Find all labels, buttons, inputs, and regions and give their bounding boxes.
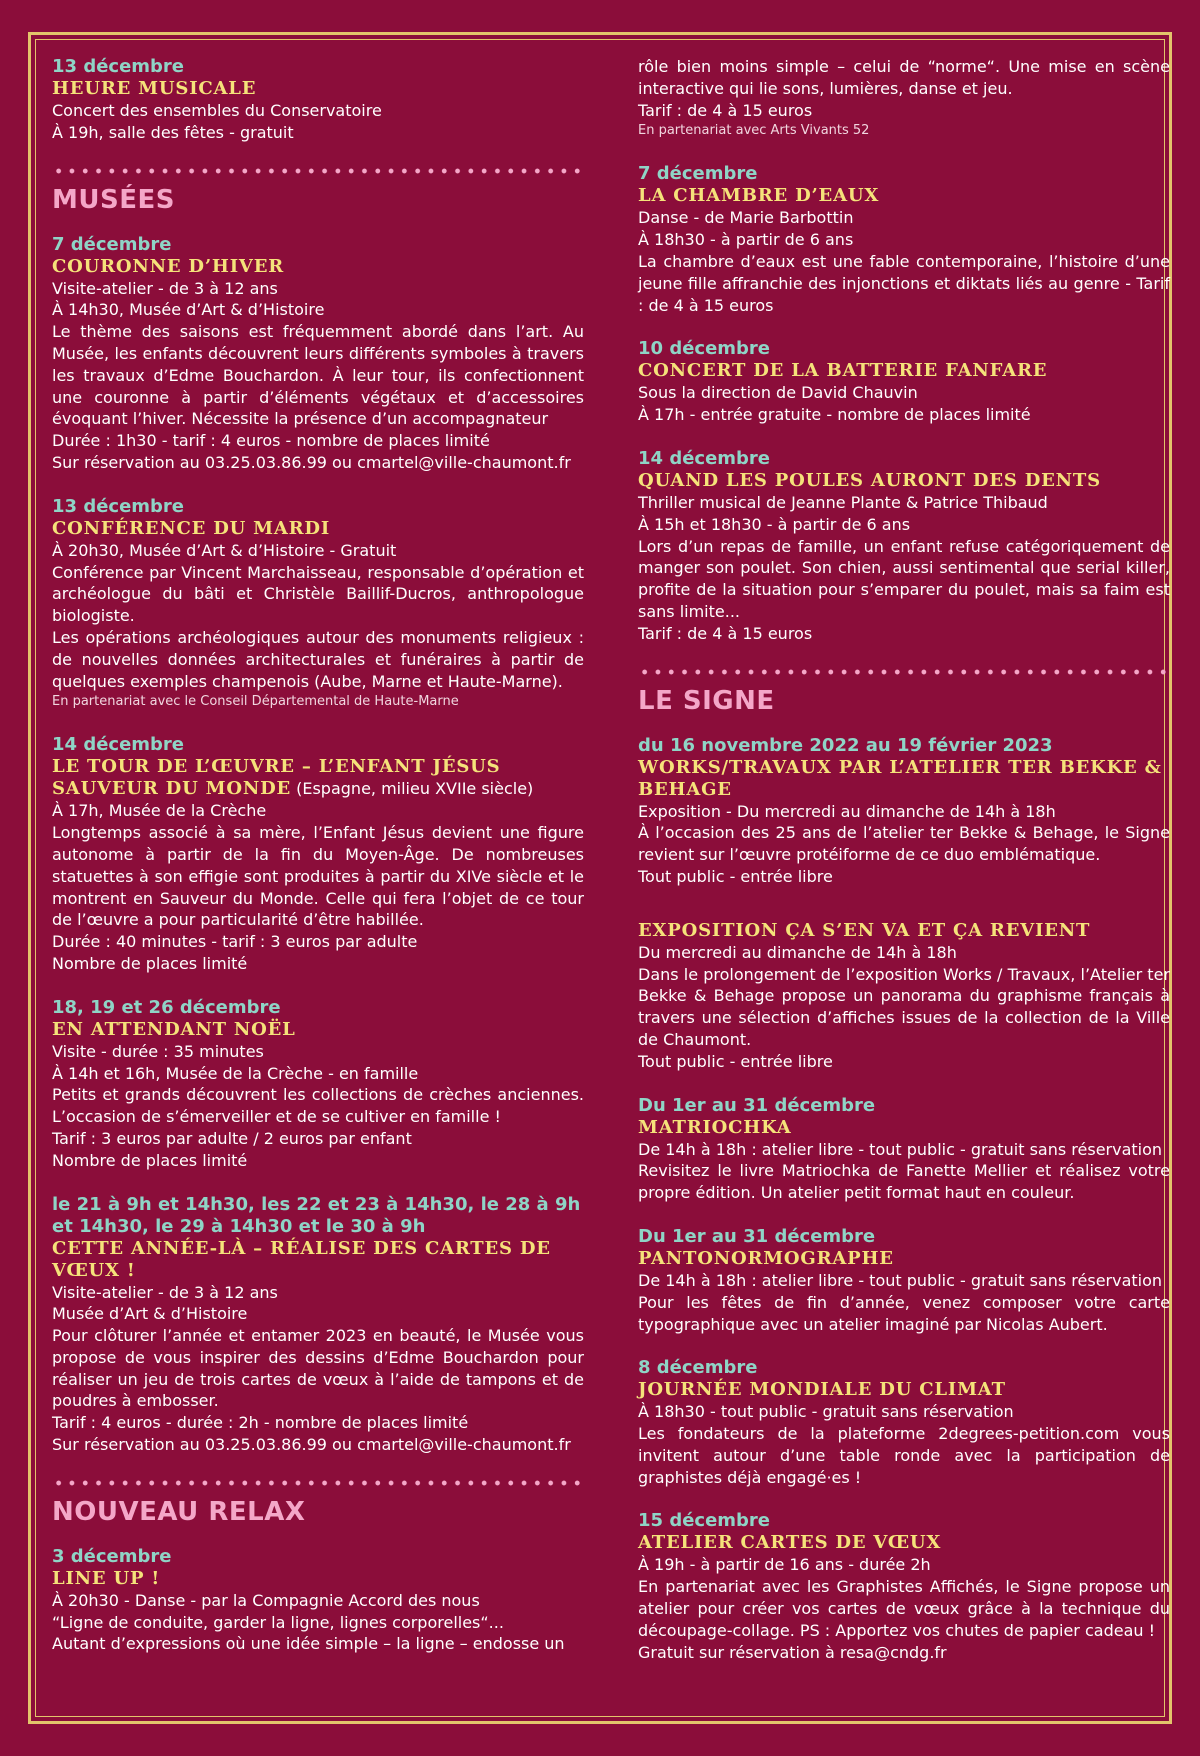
event-date: Du 1er au 31 décembre: [638, 1225, 876, 1247]
event-description: Conférence par Vincent Marchaisseau, responsable d’opération et archéologue du bâti et Christèle Baillif-Ducros, anthropologue biologiste.: [52, 562, 584, 626]
event-line: Thriller musical de Jeanne Plante & Patrice Thibaud: [638, 492, 1048, 512]
event-line: Exposition - Du mercredi au dimanche de 14h à 18h: [638, 801, 1056, 821]
event-description: Le thème des saisons est fréquemment abordé dans l’art. Au Musée, les enfants découvrent leurs différents symboles à travers les travaux d’Edme Bouchardon. À leur tour, ils confectionnent une couronne à partir d’éléments végétaux et d’accessoires évoquant l’hiver. Nécessite la présence d’un accompagnateur: [52, 322, 584, 429]
event-line: À 14h30, Musée d’Art & d’Histoire: [52, 300, 325, 320]
event-line: À 14h et 16h, Musée de la Crèche - en famille: [52, 1063, 419, 1083]
event-title: QUAND LES POULES AURONT DES DENTS: [638, 469, 1101, 491]
event-booking: Sur réservation au 03.25.03.86.99 ou cmartel@ville-chaumont.fr: [52, 452, 571, 472]
event-date: 14 décembre: [52, 734, 185, 756]
event-line: Tout public - entrée libre: [638, 866, 833, 886]
event-title: JOURNÉE MONDIALE DU CLIMAT: [638, 1379, 1006, 1401]
event-description: rôle bien moins simple – celui de “norme“. Une mise en scène interactive qui lie sons, lumières, danse et jeu.: [638, 57, 1170, 98]
event-title: LA CHAMBRE D’EAUX: [638, 185, 880, 207]
event-line: Nombre de places limité: [52, 1150, 248, 1170]
event-line: Tarif : de 4 à 15 euros: [638, 623, 813, 643]
event-date: du 16 novembre 2022 au 19 février 2023: [638, 734, 1053, 756]
event-line: À 18h30 - tout public - gratuit sans réservation: [638, 1402, 1014, 1422]
event-heure-musicale: [52, 56, 584, 144]
event-description: Les opérations archéologiques autour des monuments religieux : de nouvelles données architecturales et funéraires à partir de quelques exemples champenois (Aube, Marne et Haute-Marne).: [52, 627, 584, 691]
event-conference-mardi: [52, 496, 584, 713]
event-date: 3 décembre: [52, 1545, 172, 1567]
event-description: Revisitez le livre Matriochka de Fanette Mellier et réalisez votre propre édition. Un atelier petit format haut en couleur.: [638, 1161, 1170, 1203]
section-heading-musees: MUSÉES: [52, 184, 175, 215]
event-title: WORKS/TRAVAUX PAR L’ATELIER TER BEKKE & BEHAGE: [638, 756, 1162, 800]
spacer: [638, 910, 1170, 920]
event-description: Les fondateurs de la plateforme 2degrees-petition.com vous invitent autour d’une table ronde avec la participation de graphistes déjà engagé·es !: [638, 1424, 1170, 1487]
event-line: De 14h à 18h : atelier libre - tout public - gratuit sans réservation: [638, 1270, 1163, 1290]
event-booking: Gratuit sur réservation à resa@cndg.fr: [638, 1642, 947, 1662]
event-works-travaux: [638, 735, 1170, 888]
event-line: Durée : 1h30 - tarif : 4 euros - nombre de places limité: [52, 431, 490, 451]
event-line: “Ligne de conduite, garder la ligne, lignes corporelles“...: [52, 1612, 504, 1632]
event-description: Lors d’un repas de famille, un enfant refuse catégoriquement de manger son poulet. Son chien, aussi sentimental que serial killer, profite de la situation pour s’emparer du poulet, mais sa faim est sans limite...: [638, 536, 1170, 621]
event-date: 15 décembre: [638, 1510, 771, 1532]
event-line: Du mercredi au dimanche de 14h à 18h: [638, 942, 957, 962]
event-date: 18, 19 et 26 décembre: [52, 996, 281, 1018]
event-partner-note: En partenariat avec Arts Vivants 52: [638, 123, 870, 139]
event-line: Sous la direction de David Chauvin: [638, 383, 918, 403]
event-batterie-fanfare: [638, 338, 1170, 426]
event-pantonormographe: [638, 1226, 1170, 1335]
event-date: le 21 à 9h et 14h30, les 22 et 23 à 14h30, le 28 à 9h et 14h30, le 29 à 14h30 et le 30 à 9h: [52, 1193, 581, 1237]
event-matriochka: [638, 1095, 1170, 1204]
event-title: EXPOSITION ÇA S’EN VA ET ÇA REVIENT: [638, 919, 1091, 941]
event-title: HEURE MUSICALE: [52, 78, 257, 99]
event-title-main: LE TOUR DE L’ŒUVRE – L’ENFANT JÉSUS SAUVEUR DU MONDE: [52, 756, 501, 800]
event-line: Visite-atelier - de 3 à 12 ans: [52, 278, 278, 298]
event-title: ATELIER CARTES DE VŒUX: [638, 1532, 942, 1554]
event-date: 14 décembre: [638, 447, 771, 469]
event-ca-sen-va: [638, 920, 1170, 1073]
event-date: 13 décembre: [52, 495, 185, 517]
event-tour-oeuvre: [52, 734, 584, 974]
event-line: À 19h - à partir de 16 ans - durée 2h: [638, 1555, 931, 1575]
left-column: [52, 56, 584, 1677]
event-line: À 20h30, Musée d’Art & d’Histoire - Gratuit: [52, 540, 397, 560]
event-description: À l’occasion des 25 ans de l’atelier ter Bekke & Behage, le Signe revient sur l’œuvre protéiforme de ce duo emblématique.: [638, 823, 1170, 865]
event-title: COURONNE D’HIVER: [52, 255, 284, 277]
event-line: Tarif : de 4 à 15 euros: [638, 100, 813, 120]
event-cette-annee-la: [52, 1194, 584, 1456]
dotted-divider: [52, 168, 584, 174]
event-title: CONFÉRENCE DU MARDI: [52, 517, 331, 539]
event-line: Musée d’Art & d’Histoire: [52, 1304, 248, 1324]
event-date: 7 décembre: [638, 163, 758, 185]
event-date: 8 décembre: [638, 1357, 758, 1379]
event-line-up: [52, 1546, 584, 1655]
event-booking: Sur réservation au 03.25.03.86.99 ou cmartel@ville-chaumont.fr: [52, 1435, 571, 1455]
event-chambre-eaux: [638, 163, 1170, 316]
event-description: Pour les fêtes de fin d’année, venez composer votre carte typographique avec un atelier imaginé par Nicolas Aubert.: [638, 1292, 1170, 1334]
event-couronne-hiver: [52, 234, 584, 474]
event-description: La chambre d’eaux est une fable contemporaine, l’histoire d’une jeune fille affranchie des injonctions et diktats liés au genre - Tarif : de 4 à 15 euros: [638, 251, 1170, 315]
event-date: 13 décembre: [52, 56, 185, 77]
section-heading-nouveau-relax: NOUVEAU RELAX: [52, 1496, 306, 1527]
event-line: À 15h et 18h30 - à partir de 6 ans: [638, 514, 911, 534]
event-line: Durée : 40 minutes - tarif : 3 euros par adulte: [52, 932, 418, 952]
event-title: PANTONORMOGRAPHE: [638, 1247, 894, 1269]
event-line: À 20h30 - Danse - par la Compagnie Accord des nous: [52, 1590, 480, 1610]
event-line: Tout public - entrée libre: [638, 1051, 833, 1071]
event-description: Dans le prolongement de l’exposition Works / Travaux, l’Atelier ter Bekke & Behage propose un panorama du graphisme français à travers une sélection d’affiches issues de la collection de la Ville de Chaumont.: [638, 964, 1170, 1049]
dotted-divider: [52, 1480, 584, 1486]
event-partner-note: En partenariat avec le Conseil Départemental de Haute-Marne: [52, 694, 459, 710]
event-title: [52, 756, 584, 800]
event-poules-dents: [638, 448, 1170, 645]
event-title: LINE UP !: [52, 1567, 161, 1589]
event-line: Nombre de places limité: [52, 953, 248, 973]
event-title: CONCERT DE LA BATTERIE FANFARE: [638, 360, 1048, 382]
right-column: [638, 56, 1170, 1685]
event-date: 7 décembre: [52, 233, 172, 255]
section-heading-le-signe: LE SIGNE: [638, 685, 775, 716]
event-line: À 19h, salle des fêtes - gratuit: [52, 122, 294, 142]
event-attendant-noel: [52, 997, 584, 1172]
event-line: À 18h30 - à partir de 6 ans: [638, 230, 854, 250]
event-date: 10 décembre: [638, 338, 771, 360]
event-title: CETTE ANNÉE-LÀ – RÉALISE DES CARTES DE VŒUX !: [52, 1237, 551, 1281]
event-title: EN ATTENDANT NOËL: [52, 1018, 296, 1040]
event-description: En partenariat avec les Graphistes Affichés, le Signe propose un atelier pour créer vos cartes de vœux grâce à la technique du découpage-collage. PS : Apportez vos chutes de papier cadeau !: [638, 1577, 1170, 1640]
event-description: Autant d’expressions où une idée simple – la ligne – endosse un: [52, 1634, 565, 1654]
dotted-divider: [638, 669, 1170, 675]
event-description: Pour clôturer l’année et entamer 2023 en beauté, le Musée vous propose de vous inspirer des dessins d’Edme Bouchardon pour réaliser un jeu de trois cartes de vœux à l’aide de tampons et de poudres à embosser.: [52, 1326, 584, 1411]
event-date: Du 1er au 31 décembre: [638, 1094, 876, 1116]
event-title: MATRIOCHKA: [638, 1116, 792, 1138]
event-description: Petits et grands découvrent les collections de crèches anciennes. L’occasion de s’émerveiller et de se cultiver en famille !: [52, 1085, 584, 1127]
event-atelier-cartes-voeux: [638, 1510, 1170, 1663]
event-description: Longtemps associé à sa mère, l’Enfant Jésus devient une figure autonome à partir de la fin du Moyen-Âge. De nombreuses statuettes à son effigie sont produites à partir du XIVe siècle et le montrent en Sauveur du Monde. Celle qui fera l’objet de ce tour de l’œuvre a pour particularité d’être habillée.: [52, 823, 584, 930]
event-line: À 17h - entrée gratuite - nombre de places limité: [638, 405, 1031, 425]
event-line: À 17h, Musée de la Crèche: [52, 801, 267, 821]
event-line-up-continued: [638, 56, 1170, 141]
event-line: Visite-atelier - de 3 à 12 ans: [52, 1282, 278, 1302]
event-line: Visite - durée : 35 minutes: [52, 1041, 264, 1061]
event-line: Tarif : 4 euros - durée : 2h - nombre de places limité: [52, 1413, 469, 1433]
event-line: Danse - de Marie Barbottin: [638, 208, 854, 228]
event-title-sub: (Espagne, milieu XVIIe siècle): [291, 779, 534, 799]
event-journee-climat: [638, 1357, 1170, 1488]
event-line: Tarif : 3 euros par adulte / 2 euros par enfant: [52, 1128, 412, 1148]
event-line: Concert des ensembles du Conservatoire: [52, 101, 382, 120]
event-line: De 14h à 18h : atelier libre - tout public - gratuit sans réservation: [638, 1139, 1163, 1159]
